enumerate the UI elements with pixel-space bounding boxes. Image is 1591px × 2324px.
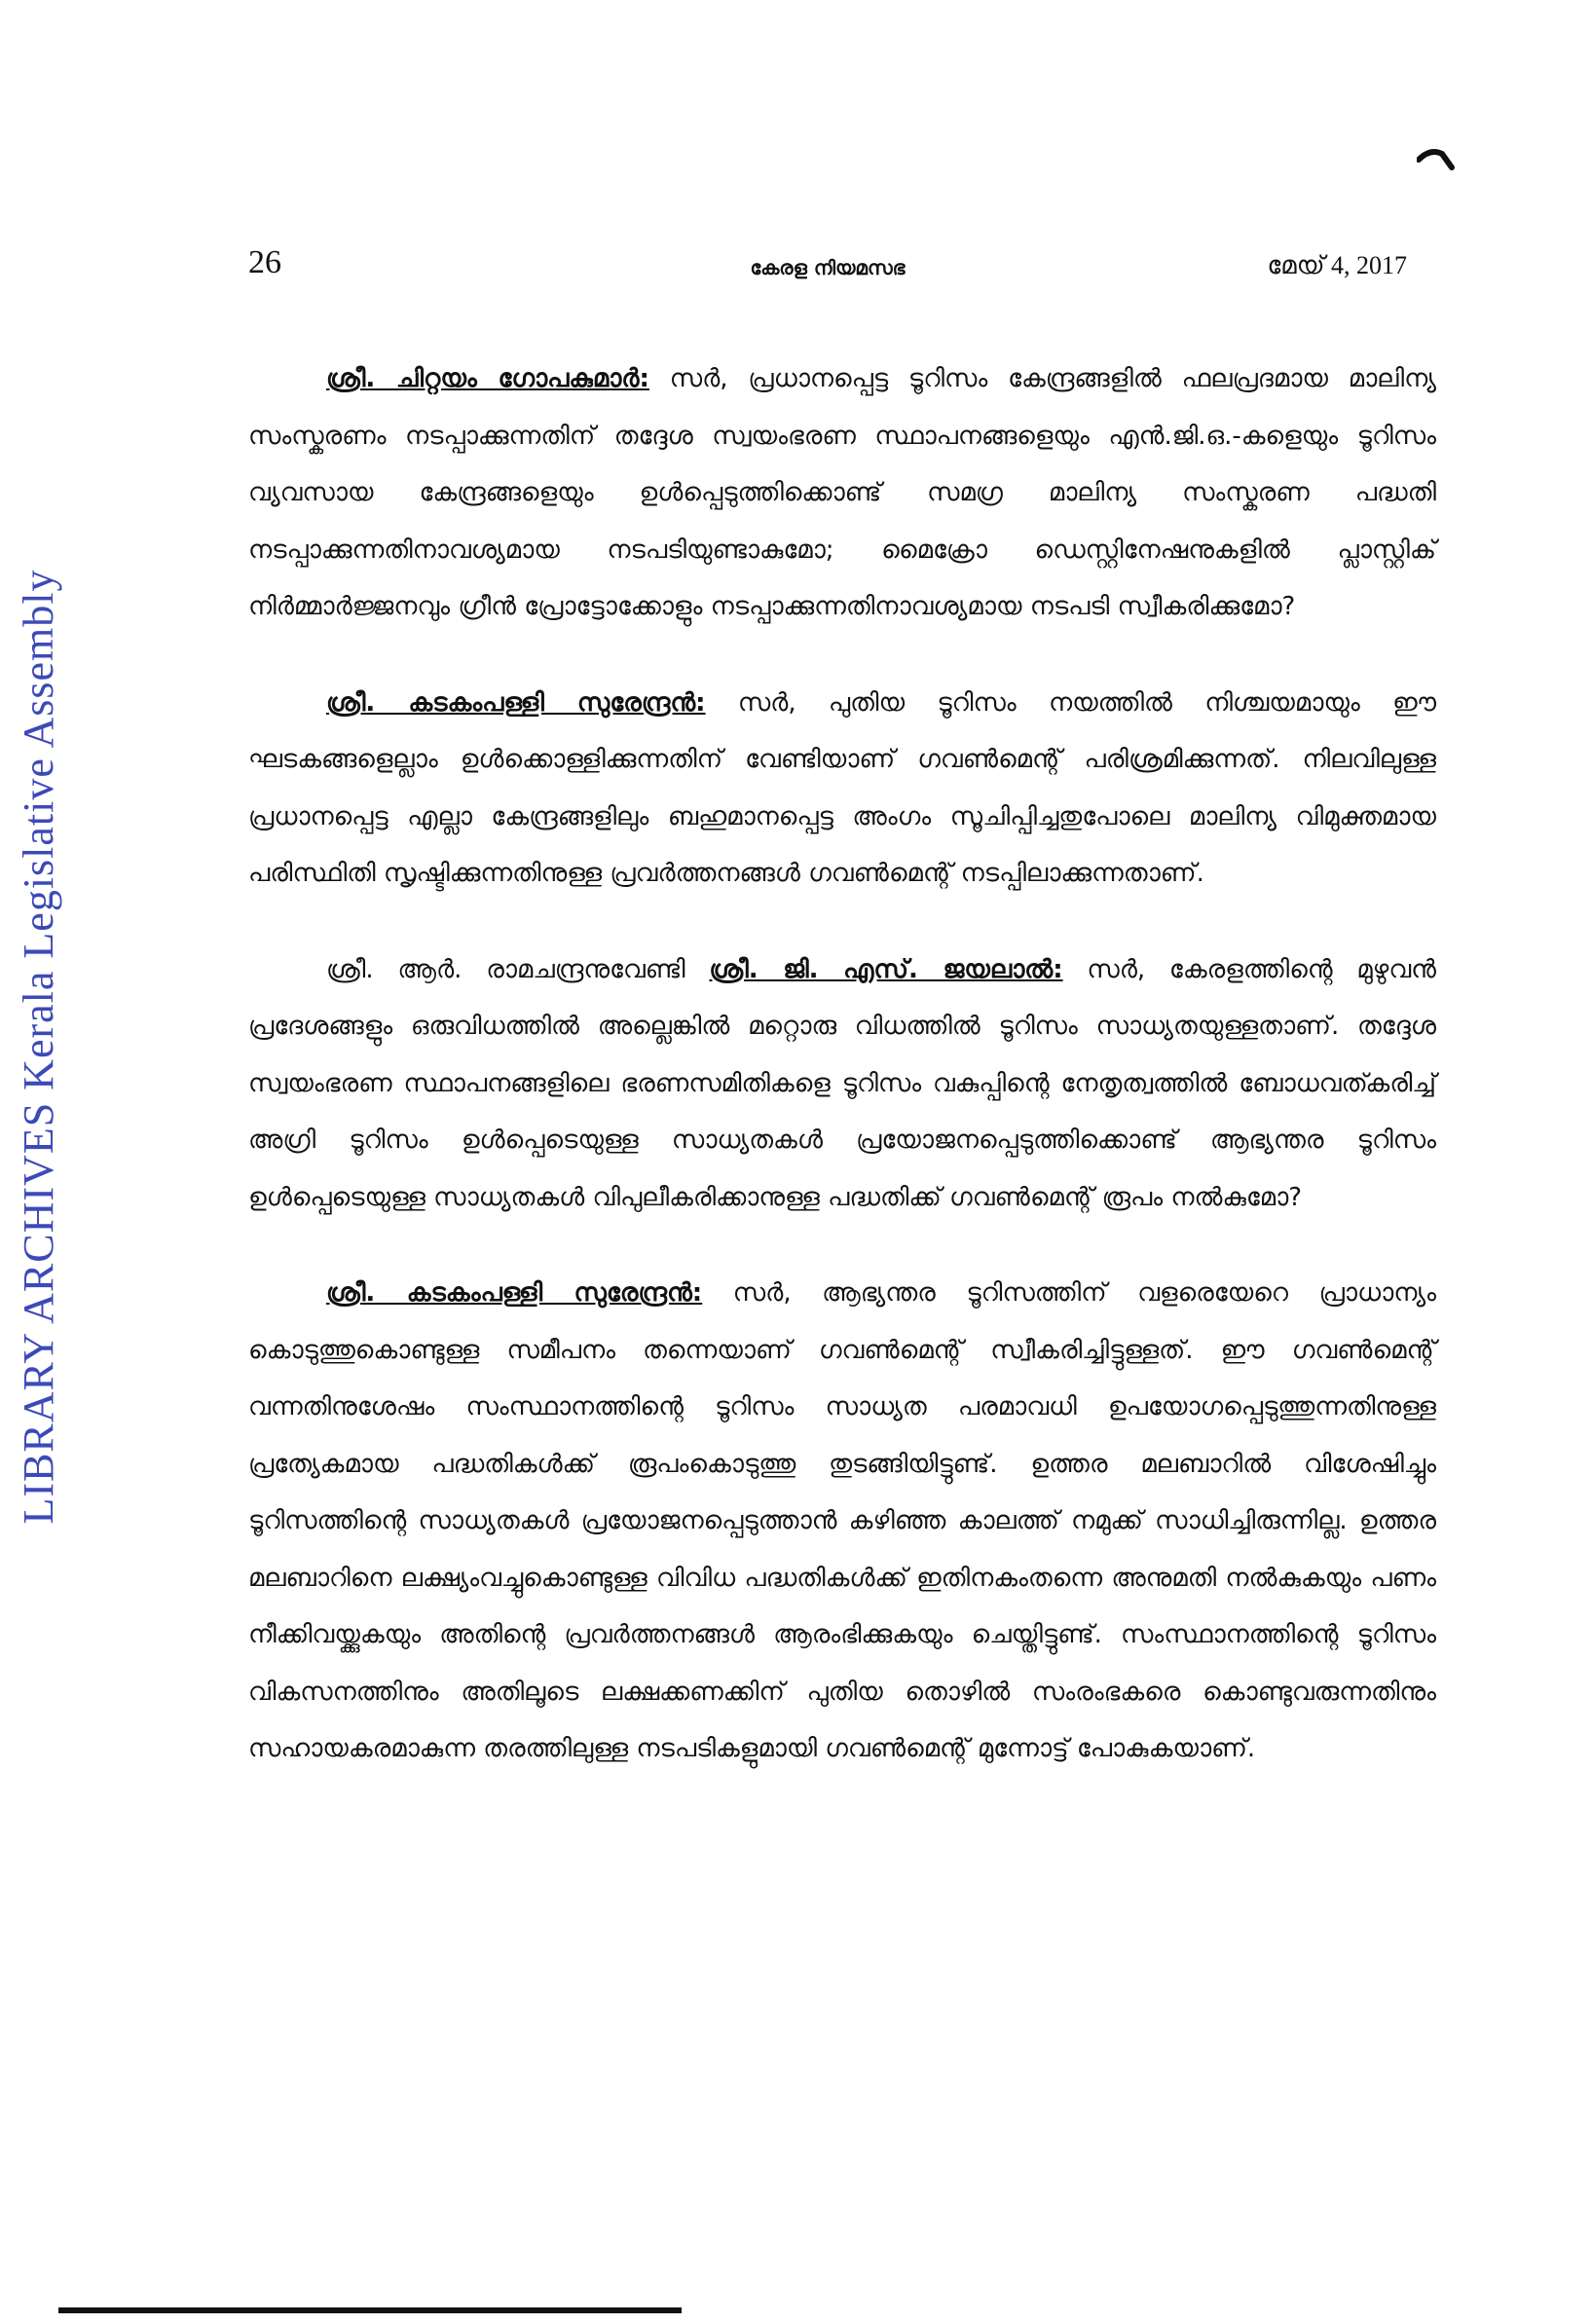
paragraph-text: സർ, പുതിയ ടൂറിസം നയത്തിൽ നിശ്ചയമായും ഈ ഘടകങ്ങളെല്ലാം ഉൾക്കൊള്ളിക്കുന്നതിന് വേണ്ടിയാണ് ഗവൺമെന്റ് പരിശ്രമിക്കുന്നത്. നിലവിലുള്ള പ്രധാനപ്പെട്ട എല്ലാ കേന്ദ്രങ്ങളിലും ബഹുമാനപ്പെട്ട അംഗം സൂചിപ്പിച്ചതുപോലെ മാലിന്യ വിമുക്തമായ പരിസ്ഥിതി സൃഷ്ടിക്കുന്നതിനുള്ള പ്രവർത്തനങ്ങൾ ഗവൺമെന്റ് നടപ്പിലാക്കുന്നതാണ്. — [248, 687, 1436, 888]
paragraph-text: സർ, ആഭ്യന്തര ടൂറിസത്തിന് വളരെയേറെ പ്രാധാന്യം കൊടുത്തുകൊണ്ടുള്ള സമീപനം തന്നെയാണ് ഗവൺമെന്റ് സ്വീകരിച്ചിട്ടുള്ളത്. ഈ ഗവൺമെന്റ് വന്നതിനുശേഷം സംസ്ഥാനത്തിന്റെ ടൂറിസം സാധ്യത പരമാവധി ഉപയോഗപ്പെടുത്തുന്നതിനുള്ള പ്രത്യേകമായ പദ്ധതികൾക്ക് രൂപംകൊടുത്തു തുടങ്ങിയിട്ടുണ്ട്. ഉത്തര മലബാറിൽ വിശേഷിച്ചും ടൂറിസത്തിന്റെ സാധ്യതകൾ പ്രയോജനപ്പെടുത്താൻ കഴിഞ്ഞ കാലത്ത് നമുക്ക് സാധിച്ചിരുന്നില്ല. ഉത്തര മലബാറിനെ ലക്ഷ്യംവച്ചുകൊണ്ടുള്ള വിവിധ പദ്ധതികൾക്ക് ഇതിനകംതന്നെ അനുമതി നൽകുകയും പണം നീക്കിവയ്ക്കുകയും അതിന്റെ പ്രവർത്തനങ്ങൾ ആരംഭിക്കുകയും ചെയ്തിട്ടുണ്ട്. സംസ്ഥാനത്തിന്റെ ടൂറിസം വികസനത്തിനും അതിലൂടെ ലക്ഷക്കണക്കിന് പുതിയ തൊഴിൽ സംരംഭകരെ കൊണ്ടുവരുന്നതിനും സഹായകരമാകുന്ന തരത്തിലുള്ള നടപടികളുമായി ഗവൺമെന്റ് മുന്നോട്ട് പോകുകയാണ്. — [248, 1278, 1436, 1763]
paragraph-text: സർ, പ്രധാനപ്പെട്ട ടൂറിസം കേന്ദ്രങ്ങളിൽ ഫലപ്രദമായ മാലിന്യ സംസ്കരണം നടപ്പാക്കുന്നതിന് തദ്ദേശ സ്വയംഭരണ സ്ഥാപനങ്ങളെയും എൻ.ജി.ഒ.-കളെയും ടൂറിസം വ്യവസായ കേന്ദ്രങ്ങളെയും ഉൾപ്പെടുത്തിക്കൊണ്ട് സമഗ്ര മാലിന്യ സംസ്കരണ പദ്ധതി നടപ്പാക്കുന്നതിനാവശ്യമായ നടപടിയുണ്ടാകുമോ; മൈക്രോ ഡെസ്റ്റിനേഷനുകളിൽ പ്ലാസ്റ്റിക് നിർമ്മാർജ്ജനവും ഗ്രീൻ പ്രോട്ടോക്കോളും നടപ്പാക്കുന്നതിനാവശ്യമായ നടപടി സ്വീകരിക്കുമോ? — [248, 364, 1436, 621]
question-paragraph — [248, 941, 1436, 1227]
corner-mark — [1417, 146, 1456, 171]
answer-paragraph — [248, 675, 1436, 903]
speaker-name: ശ്രീ. ചിറ്റയം ഗോപകുമാർ: — [326, 364, 649, 393]
speaker-name: ശ്രീ. കടകംപള്ളി സുരേന്ദ്രൻ: — [326, 687, 706, 718]
on-behalf-prefix: ശ്രീ. ആർ. രാമചന്ദ്രനുവേണ്ടി — [326, 954, 710, 984]
answer-paragraph — [248, 1265, 1436, 1778]
archive-watermark: LIBRARY ARCHIVES Kerala Legislative Assembly — [15, 569, 62, 1525]
question-paragraph — [248, 350, 1436, 636]
speaker-name: ശ്രീ. ജി. എസ്. ജയലാൽ: — [709, 954, 1063, 984]
footer-rule — [58, 2307, 682, 2313]
running-title: കേരള നിയമസഭ — [750, 256, 906, 279]
page-header — [248, 243, 1407, 292]
proceedings-text — [248, 350, 1436, 1817]
speaker-name: ശ്രീ. കടകംപള്ളി സുരേന്ദ്രൻ: — [326, 1278, 703, 1308]
header-date: മേയ് 4, 2017 — [1267, 251, 1407, 279]
page-number: 26 — [248, 244, 281, 280]
paragraph-text: സർ, കേരളത്തിന്റെ മുഴുവൻ പ്രദേശങ്ങളും ഒരുവിധത്തിൽ അല്ലെങ്കിൽ മറ്റൊരു വിധത്തിൽ ടൂറിസം സാധ്യതയുള്ളതാണ്. തദ്ദേശ സ്വയംഭരണ സ്ഥാപനങ്ങളിലെ ഭരണസമിതികളെ ടൂറിസം വകുപ്പിന്റെ നേതൃത്വത്തിൽ ബോധവത്കരിച്ച് അഗ്രി ടൂറിസം ഉൾപ്പെടെയുള്ള സാധ്യതകൾ പ്രയോജനപ്പെടുത്തിക്കൊണ്ട് ആഭ്യന്തര ടൂറിസം ഉൾപ്പെടെയുള്ള സാധ്യതകൾ വിപുലീകരിക്കാനുള്ള പദ്ധതിക്ക് ഗവൺമെന്റ് രൂപം നൽകുമോ? — [248, 954, 1437, 1212]
